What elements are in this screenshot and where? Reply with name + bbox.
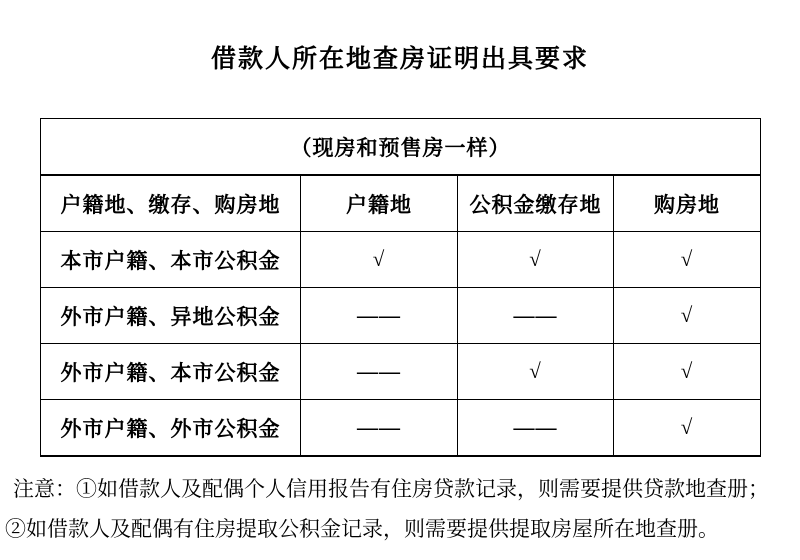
row-label: 外市户籍、外市公积金 bbox=[41, 400, 301, 457]
table-row bbox=[41, 288, 761, 344]
cell-value: —— bbox=[301, 344, 458, 400]
table-row bbox=[41, 232, 761, 288]
cell-value: √ bbox=[614, 232, 761, 288]
note-line-2: ②如借款人及配偶有住房提取公积金记录，则需要提供提取房屋所在地查册。 bbox=[5, 517, 719, 541]
cell-value: —— bbox=[458, 400, 614, 457]
cell-value: √ bbox=[614, 344, 761, 400]
document-title: 借款人所在地查房证明出具要求 bbox=[210, 46, 589, 73]
table-row bbox=[41, 400, 761, 457]
cell-value: —— bbox=[301, 400, 458, 457]
table-column-header-row bbox=[41, 175, 761, 232]
cell-value: √ bbox=[301, 232, 458, 288]
row-label: 外市户籍、本市公积金 bbox=[41, 344, 301, 400]
cell-value: √ bbox=[458, 232, 614, 288]
table-row bbox=[41, 344, 761, 400]
column-header-purchase: 购房地 bbox=[614, 175, 761, 232]
cell-value: —— bbox=[458, 288, 614, 344]
column-header-fund-deposit: 公积金缴存地 bbox=[458, 175, 614, 232]
column-header-categories: 户籍地、缴存、购房地 bbox=[41, 175, 301, 232]
column-header-hukou: 户籍地 bbox=[301, 175, 458, 232]
notes-section bbox=[0, 474, 800, 544]
requirements-table bbox=[40, 118, 761, 457]
note-line-1: 注意：①如借款人及配偶个人信用报告有住房贷款记录，则需要提供贷款地查册； bbox=[13, 477, 769, 501]
cell-value: √ bbox=[614, 400, 761, 457]
row-label: 外市户籍、异地公积金 bbox=[41, 288, 301, 344]
table-merged-header-row bbox=[41, 119, 761, 176]
cell-value: √ bbox=[458, 344, 614, 400]
cell-value: —— bbox=[301, 288, 458, 344]
merged-header-cell: （现房和预售房一样） bbox=[41, 119, 761, 176]
cell-value: √ bbox=[614, 288, 761, 344]
row-label: 本市户籍、本市公积金 bbox=[41, 232, 301, 288]
